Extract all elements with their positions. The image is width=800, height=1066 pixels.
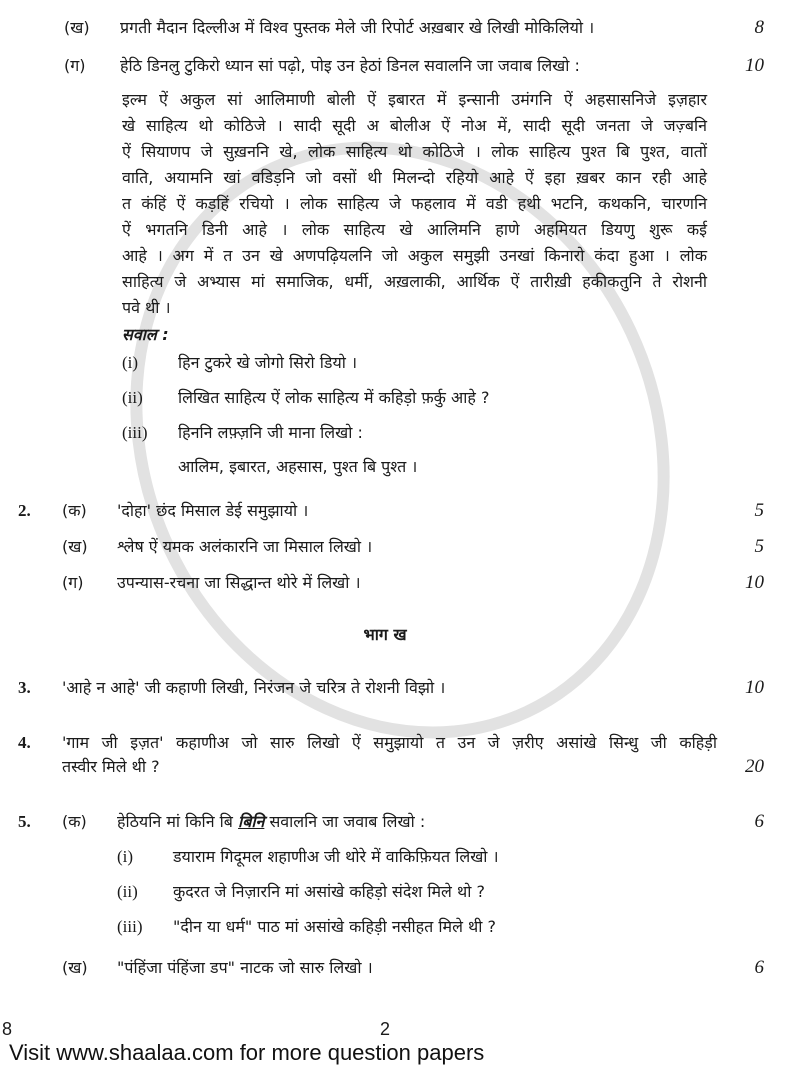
q5-sub bbox=[117, 845, 707, 869]
q1-sub bbox=[122, 386, 707, 410]
q5-kha-label: (ख) bbox=[62, 958, 88, 977]
q1-sub bbox=[122, 351, 707, 375]
q2-part-text: श्लेष ऐं यमक अलंकारनि जा मिसाल लिखो । bbox=[117, 537, 373, 556]
q5-sub-label: (i) bbox=[117, 847, 134, 866]
passage-line: इल्म ऐं अकुल सां आलिमाणी बोली ऐं इबारत में इन्सानी उमंगनि ऐं अहसासनिजे इज़हार bbox=[122, 90, 707, 109]
q2-part bbox=[0, 571, 800, 595]
q1-ga-text: हेठि डिनलु टुकिरो ध्यान सां पढ़ो, पोइ उन हेठां डिनल सवालनि जा जवाब लिखो : bbox=[120, 56, 580, 75]
q4-text-line1: 'गाम जी इज़त' कहाणीअ जो सारु लिखो ऐं समुझायो त उन जे ज़रीए असांखे सिन्धु जी कहिड़ी bbox=[62, 733, 717, 752]
q1-ga bbox=[64, 54, 800, 78]
passage-line: ऐं सियाणप जे सुख़ननि खे, लोक साहित्य थो कोठिजे । लोक साहित्य पुश्त बि पुश्त, वातों bbox=[122, 142, 707, 161]
q2-part-label: (ग) bbox=[62, 573, 84, 592]
sawal-heading: सवाल : bbox=[122, 325, 169, 344]
q2-part bbox=[0, 499, 800, 523]
passage bbox=[122, 87, 707, 321]
q4-number: 4. bbox=[18, 733, 31, 752]
q2-number: 2. bbox=[18, 501, 31, 520]
q3-marks: 10 bbox=[745, 677, 764, 698]
q1-kha-marks: 8 bbox=[754, 17, 764, 38]
q5-ka-text bbox=[117, 810, 710, 834]
q5-sub-text: कुदरत जे निज़ारनि मां असांखे कहिड़ो संदेश मिले थो ? bbox=[173, 882, 485, 901]
q1-words: आलिम, इबारत, अहसास, पुश्त बि पुश्त । bbox=[178, 457, 418, 476]
q5-ka-marks: 6 bbox=[754, 811, 764, 832]
q5-sub-label: (iii) bbox=[117, 917, 143, 936]
q3-text: 'आहे न आहे' जी कहाणी लिखी, निरंजन जे चरित्र ते रोशनी विझो । bbox=[62, 678, 446, 697]
q5-kha-text: "पंहिंजा पंहिंजा डप" नाटक जो सारु लिखो । bbox=[117, 958, 373, 977]
passage-line: पवे थी । bbox=[122, 298, 171, 317]
q5-ka bbox=[0, 810, 800, 834]
q5-sub bbox=[117, 915, 707, 939]
passage-line: साहित्य जे अभ्यास मां समाजिक, धर्मी, अख़लाकी, आर्थिक ऐं तारीख़ी हकीकतुनि ते रोशनी bbox=[122, 272, 707, 291]
q5-ka-emphasis: बिनि bbox=[238, 812, 265, 831]
q1-sub-text: लिखित साहित्य ऐं लोक साहित्य में कहिड़ो फ़र्कु आहे ? bbox=[178, 388, 490, 407]
q2-part-label: (ख) bbox=[62, 537, 88, 556]
q1-sub-label: (i) bbox=[122, 353, 139, 372]
q2-part-label: (क) bbox=[62, 501, 87, 520]
q1-sub bbox=[122, 421, 707, 445]
passage-line: आहे । अग में त उन खे अणपढ़ियलनि जो अकुल समुझी उनखां किनारो कंदा हुआ । लोक bbox=[122, 246, 707, 265]
q3 bbox=[0, 676, 800, 700]
q2-part bbox=[0, 535, 800, 559]
q2-part-text: 'दोहा' छंद मिसाल डेई समुझायो । bbox=[117, 501, 309, 520]
q3-number: 3. bbox=[18, 678, 31, 697]
footer-link-text[interactable]: Visit www.shaalaa.com for more question papers bbox=[9, 1040, 485, 1065]
q5-sub bbox=[117, 880, 707, 904]
q1-kha bbox=[64, 16, 800, 40]
section-title: भाग ख bbox=[363, 625, 407, 644]
q5-sub-text: डयाराम गिदूमल शहाणीअ जी थोरे में वाकिफ़ियत लिखो । bbox=[173, 847, 499, 866]
q1-sub-label: (ii) bbox=[122, 388, 143, 407]
q5-kha bbox=[0, 956, 800, 980]
passage-line: वाति, अयामनि खां वडिड़नि जो वसों थी मिलन्दो रहियो आहे ऐं इहा ख़बर कान रही आहे bbox=[122, 168, 707, 187]
q2-part-marks: 5 bbox=[754, 536, 764, 557]
q1-sub-text: हिन टुकरे खे जोगो सिरो डियो । bbox=[178, 353, 358, 372]
passage-line: त कंहिं ऐं कड़हिं रचियो । लोक साहित्य जे फहलाव में वडी हथी भटनि, कथकनि, चारणनि bbox=[122, 194, 707, 213]
footer-numbers bbox=[0, 1018, 800, 1040]
q5-sub-text: "दीन या धर्म" पाठ मां असांखे कहिड़ी नसीहत मिले थी ? bbox=[173, 917, 496, 936]
q5-ka-pre: हेठियनि मां किनि बि bbox=[117, 812, 233, 831]
q4-text bbox=[62, 731, 717, 779]
q5-ka-label: (क) bbox=[62, 812, 87, 831]
q4-text-line2: तस्वीर मिले थी ? bbox=[62, 757, 160, 776]
q1-ga-label: (ग) bbox=[64, 56, 86, 75]
q4 bbox=[0, 731, 800, 779]
q2-part-marks: 10 bbox=[745, 572, 764, 593]
q2-part-marks: 5 bbox=[754, 500, 764, 521]
q1-ga-marks: 10 bbox=[745, 55, 764, 76]
q1-sub-label: (iii) bbox=[122, 423, 148, 442]
q1-sub-text: हिननि लफ़्ज़नि जी माना लिखो : bbox=[178, 423, 363, 442]
q5-ka-post: सवालनि जा जवाब लिखो : bbox=[269, 812, 426, 831]
q1-kha-label: (ख) bbox=[64, 18, 90, 37]
q4-marks: 20 bbox=[745, 756, 764, 777]
passage-line: खे साहित्य थो कोठिजे । सादी सूदी अ बोलीअ ऐं नोअ में, सादी सूदी जनता जे जज़्बनि bbox=[122, 116, 707, 135]
q1-kha-text: प्रगती मैदान दिल्लीअ में विश्व पुस्तक मेले जी रिपोर्ट अख़बार खे लिखी मोकिलियो । bbox=[120, 18, 595, 37]
paper-code: 8 bbox=[2, 1019, 13, 1039]
q5-number: 5. bbox=[18, 812, 31, 831]
q2-part-text: उपन्यास-रचना जा सिद्धान्त थोरे में लिखो । bbox=[117, 573, 361, 592]
q5-kha-marks: 6 bbox=[754, 957, 764, 978]
q5-sub-label: (ii) bbox=[117, 882, 138, 901]
page-number: 2 bbox=[380, 1019, 391, 1039]
passage-line: ऐं भगतनि डिनी आहे । लोक साहित्य खे आलिमनि हाणे अहमियत डियणु शुरू कई bbox=[122, 220, 707, 239]
